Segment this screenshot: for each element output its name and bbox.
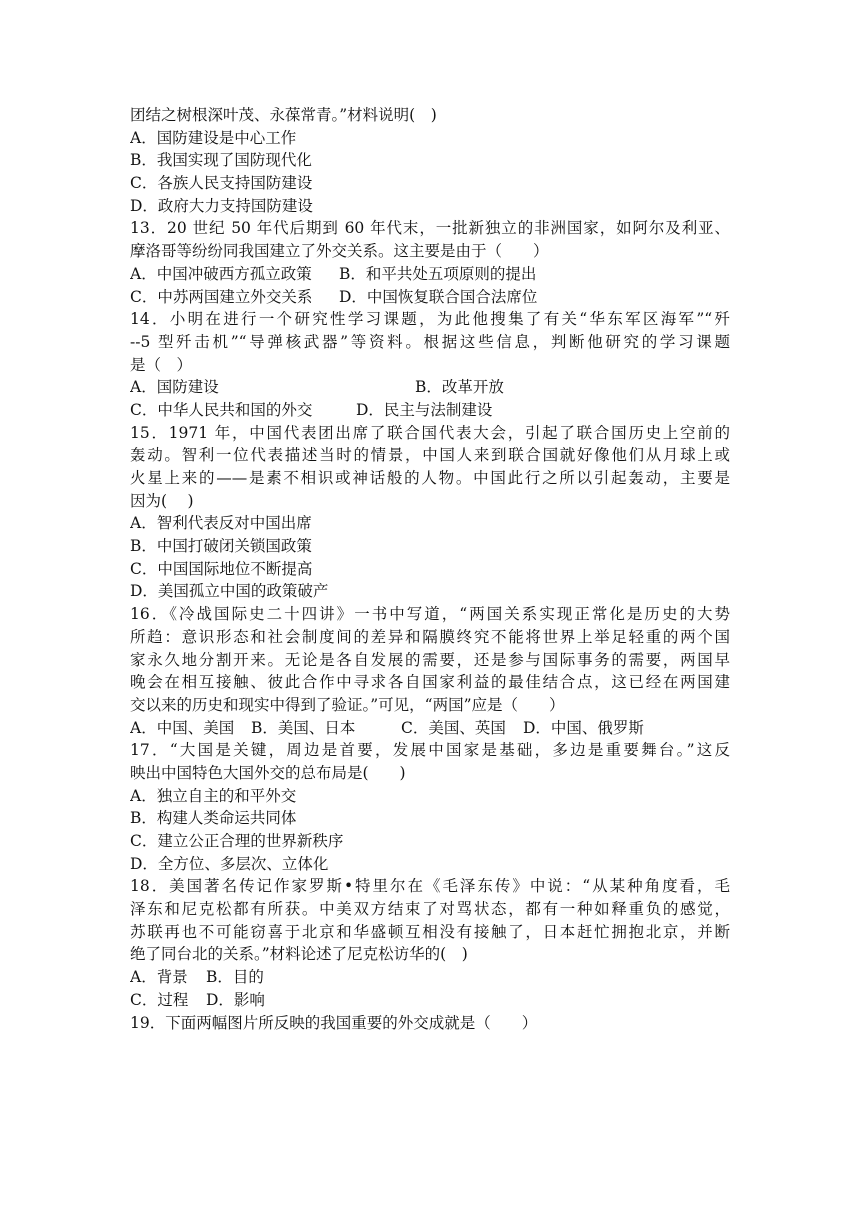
q14-stem-line: 是（ ） (130, 355, 193, 374)
q12-option-b: B．我国实现了国防现代化 (130, 151, 312, 170)
q12-option-a: A．国防建设是中心工作 (130, 128, 297, 147)
q14-option-row (130, 376, 730, 399)
q13-stem-line: 摩洛哥等纷纷同我国建立了外交关系。这主要是由于（ ） (130, 242, 549, 261)
q14-option-a: A．国防建设 (130, 378, 219, 397)
q17-option-c: C．建立公正合理的世界新秩序 (130, 832, 344, 850)
q15-option-c: C．中国国际地位不断提高 (130, 559, 313, 578)
q16-option-b: B．美国、日本 (251, 718, 356, 737)
q19-stem-line: 19．下面两幅图片所反映的我国重要的外交成就是（ ） (130, 1013, 538, 1032)
q13-option-a: A．中国冲破西方孤立政策 (130, 264, 312, 283)
q13-option-d: D．中国恢复联合国合法席位 (339, 287, 538, 306)
q15-stem-line: 轰动。智利一位代表描述当时的情景，中国人来到联合国就好像他们从月球上或 (130, 446, 730, 465)
q16-option-d: D．中国、俄罗斯 (523, 718, 644, 737)
q17-stem-line: 映出中国特色大国外交的总布局是( ) (130, 763, 406, 782)
q15-option-a: A．智利代表反对中国出席 (130, 514, 312, 533)
q14-stem-line: --5 型歼击机”“导弹核武器”等资料。根据这些信息，判断他研究的学习课题 (130, 332, 730, 351)
q16-option-a: A．中国、美国 (130, 718, 235, 737)
q16-stem-line: 交以来的历史和现实中得到了验证。”可见，“两国”应是（ ） (130, 695, 565, 714)
q14-stem-line: 14．小明在进行一个研究性学习课题，为此他搜集了有关“华东军区海军”“歼 (130, 310, 730, 329)
q18-option-a: A．背景 (130, 968, 188, 987)
q13-option-row (130, 263, 730, 286)
q13-option-b: B．和平共处五项原则的提出 (339, 264, 537, 283)
q13-option-c: C．中苏两国建立外交关系 (130, 287, 313, 306)
q16-stem-line: 晚会在相互接触、彼此合作中寻求各自国家利益的最佳结合点，这已经在两国建 (130, 673, 730, 692)
q15-stem-line: 因为( ) (130, 491, 194, 510)
q17-option-d: D．全方位、多层次、立体化 (130, 854, 329, 873)
q16-stem-line: 家永久地分割开来。无论是各自发展的需要，还是参与国际事务的需要，两国早 (130, 650, 730, 669)
q15-option-b: B．中国打破闭关锁国政策 (130, 537, 312, 556)
q18-stem-line: 苏联再也不可能窃喜于北京和华盛顿互相没有接触了，日本赶忙拥抱北京，并断 (130, 922, 730, 941)
q13-stem-line: 13．20 世纪 50 年代后期到 60 年代末，一批新独立的非洲国家，如阿尔及利亚、 (130, 219, 730, 238)
question-text-block (130, 104, 730, 1034)
q18-option-c: C．过程 (130, 990, 189, 1009)
q16-stem-line: 所趋：意识形态和社会制度间的差异和隔膜终究不能将世界上举足轻重的两个国 (130, 627, 730, 646)
q16-option-c: C．美国、英国 (401, 718, 506, 737)
q18-option-row (130, 966, 730, 989)
q14-option-row (130, 399, 730, 422)
q12-stem-tail: 团结之树根深叶茂、永葆常青。”材料说明( ) (130, 106, 437, 124)
q17-option-a: A．独立自主的和平外交 (130, 786, 297, 805)
q18-option-d: D．影响 (206, 990, 265, 1009)
q15-option-d: D．美国孤立中国的政策破产 (130, 582, 329, 601)
q18-option-b: B．目的 (206, 968, 264, 987)
q18-stem-line: 18．美国著名传记作家罗斯•特里尔在《毛泽东传》中说：“从某种角度看，毛 (130, 877, 730, 896)
q18-stem-line: 泽东和尼克松都有所获。中美双方结束了对骂状态，都有一种如释重负的感觉， (130, 900, 730, 919)
q17-option-b: B．构建人类命运共同体 (130, 809, 297, 828)
q15-stem-line: 15．1971 年，中国代表团出席了联合国代表大会，引起了联合国历史上空前的 (130, 423, 730, 442)
q14-option-d: D．民主与法制建设 (356, 400, 493, 419)
q14-option-b: B．改革开放 (415, 378, 504, 397)
q13-option-row (130, 286, 730, 309)
q18-option-row (130, 989, 730, 1012)
q18-stem-line: 绝了同台北的关系。”材料论述了尼克松访华的( ) (130, 945, 468, 964)
q16-option-row (130, 717, 730, 740)
q12-option-c: C．各族人民支持国防建设 (130, 174, 313, 193)
q16-stem-line: 16．《冷战国际史二十四讲》一书中写道，“两国关系实现正常化是历史的大势 (130, 605, 730, 624)
q15-stem-line: 火星上来的——是素不相识或神话般的人物。中国此行之所以引起轰动，主要是 (130, 469, 730, 487)
q17-stem-line: 17．“大国是关键，周边是首要，发展中国家是基础，多边是重要舞台。”这反 (130, 741, 730, 760)
q12-option-d: D．政府大力支持国防建设 (130, 196, 313, 215)
q14-option-c: C．中华人民共和国的外交 (130, 400, 313, 419)
